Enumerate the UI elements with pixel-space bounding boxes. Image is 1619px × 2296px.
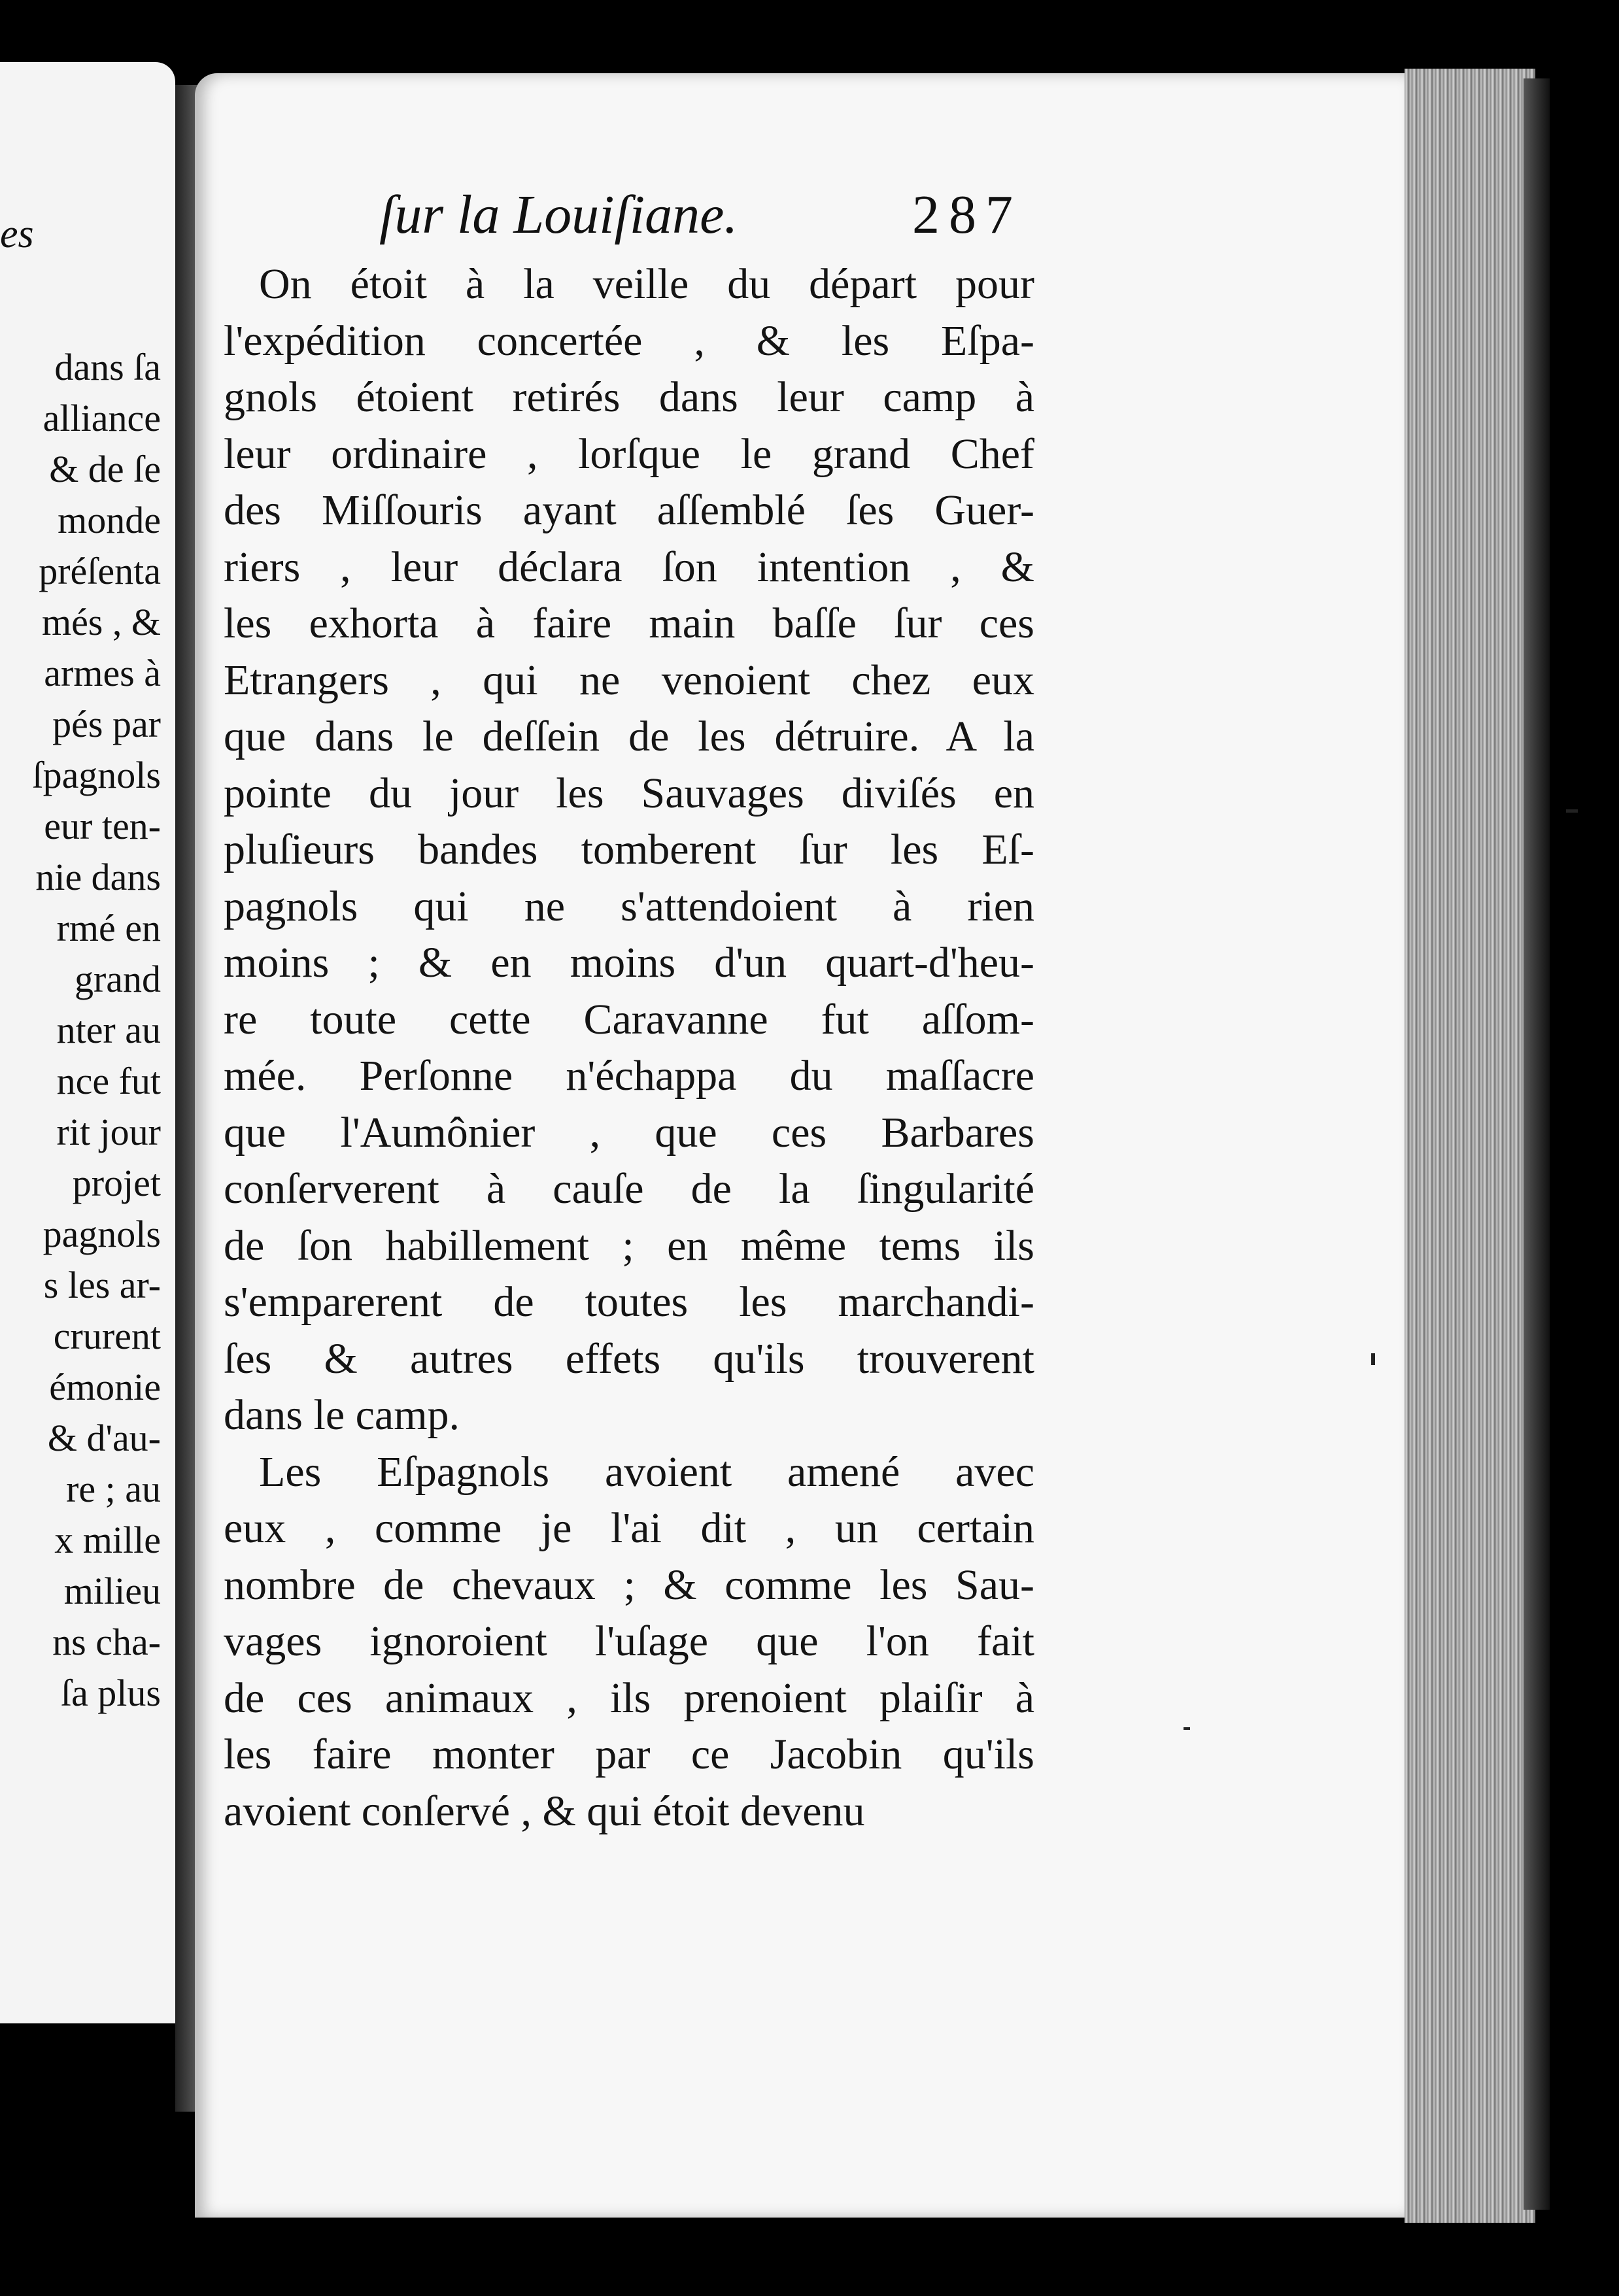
- text-line: mée. Perſonne n'échappa du maſſacre: [224, 1052, 1034, 1100]
- previous-page-line: dans ſa: [54, 346, 161, 388]
- text-line: pluſieurs bandes tomberent ſur les Eſ-: [224, 826, 1034, 873]
- previous-page-line: armes à: [44, 652, 161, 694]
- previous-page-line: émonie: [49, 1366, 161, 1408]
- ink-speck: [1184, 1727, 1190, 1730]
- previous-page-line: ſa plus: [60, 1672, 161, 1714]
- running-head: ſur la Louiſiane.: [379, 184, 738, 245]
- ink-speck: [1566, 809, 1578, 813]
- previous-page-line: pés par: [52, 703, 161, 745]
- previous-page-line: nie dans: [35, 856, 161, 898]
- paragraph: [224, 256, 1034, 1444]
- previous-page-fragment: [0, 62, 175, 2023]
- previous-page-line: ſpagnols: [32, 754, 161, 796]
- text-line: de ces animaux , ils prenoient plaiſir à: [224, 1674, 1034, 1722]
- paragraph: [224, 1444, 1034, 1840]
- previous-page-line: eur ten-: [44, 805, 161, 847]
- text-line: s'emparerent de toutes les marchandi-: [224, 1278, 1034, 1326]
- previous-page-line: projet: [72, 1162, 161, 1204]
- previous-page-line: re ; au: [66, 1468, 161, 1510]
- previous-page-line: alliance: [43, 397, 161, 439]
- text-line: avoient conſervé , & qui étoit devenu: [224, 1787, 865, 1835]
- previous-page-line: més , &: [41, 601, 161, 643]
- text-line: conſerverent à cauſe de la ſingularité: [224, 1165, 1034, 1213]
- book-cover-edge: [1524, 78, 1550, 2210]
- previous-page-line: pagnols: [43, 1213, 161, 1255]
- previous-page-line: milieu: [63, 1570, 161, 1612]
- previous-page-line: s les ar-: [43, 1264, 161, 1306]
- previous-page-line: x mille: [54, 1519, 161, 1561]
- text-line: leur ordinaire , lorſque le grand Chef: [224, 430, 1034, 478]
- previous-page-text: [32, 342, 161, 1719]
- previous-page-line: & d'au-: [47, 1417, 161, 1459]
- text-line: les faire monter par ce Jacobin qu'ils: [224, 1730, 1034, 1778]
- previous-page-line: nter au: [56, 1009, 161, 1051]
- text-line: riers , leur déclara ſon intention , &: [224, 543, 1034, 591]
- text-line: moins ; & en moins d'un quart-d'heu-: [224, 939, 1034, 987]
- text-line: ſes & autres effets qu'ils trouverent: [224, 1334, 1034, 1383]
- page-number: 287: [912, 184, 1022, 245]
- text-line: de ſon habillement ; en même tems ils: [224, 1221, 1034, 1270]
- text-line: eux , comme je l'ai dit , un certain: [224, 1504, 1034, 1552]
- ink-speck: [1371, 1353, 1375, 1365]
- text-line: pointe du jour les Sauvages diviſés en: [224, 769, 1034, 817]
- previous-page-line: ns cha-: [52, 1621, 161, 1663]
- previous-page-line: rmé en: [56, 907, 161, 949]
- text-line: dans le camp.: [224, 1391, 460, 1439]
- text-line: nombre de chevaux ; & comme les Sau-: [224, 1561, 1034, 1609]
- text-line: On étoit à la veille du départ pour: [259, 260, 1034, 308]
- text-line: l'expédition concertée , & les Eſpa-: [224, 316, 1034, 365]
- previous-page-line: crurent: [53, 1315, 161, 1357]
- previous-page-line: grand: [74, 958, 161, 1000]
- text-line: Les Eſpagnols avoient amené avec: [259, 1447, 1034, 1496]
- text-line: Etrangers , qui ne venoient chez eux: [224, 656, 1034, 704]
- text-line: pagnols qui ne s'attendoient à rien: [224, 882, 1034, 930]
- text-line: les exhorta à faire main baſſe ſur ces: [224, 599, 1034, 647]
- previous-page-line: rit jour: [56, 1111, 161, 1153]
- previous-page-line: & de ſe: [49, 448, 161, 490]
- previous-page-line: préſenta: [39, 550, 161, 592]
- text-line: re toute cette Caravanne fut aſſom-: [224, 995, 1034, 1043]
- text-line: vages ignoroient l'uſage que l'on fait: [224, 1617, 1034, 1665]
- text-line: des Miſſouris ayant aſſemblé ſes Guer-: [224, 486, 1034, 534]
- body-text: [224, 256, 1034, 1840]
- text-line: que dans le deſſein de les détruire. A la: [224, 713, 1034, 760]
- previous-page-line: nce fut: [56, 1060, 161, 1102]
- page-fore-edge: [1405, 69, 1535, 2223]
- previous-page-running-head: es: [0, 212, 34, 256]
- previous-page-line: monde: [58, 499, 161, 541]
- text-line: que l'Aumônier , que ces Barbares: [224, 1108, 1034, 1156]
- text-line: gnols étoient retirés dans leur camp à: [224, 373, 1034, 421]
